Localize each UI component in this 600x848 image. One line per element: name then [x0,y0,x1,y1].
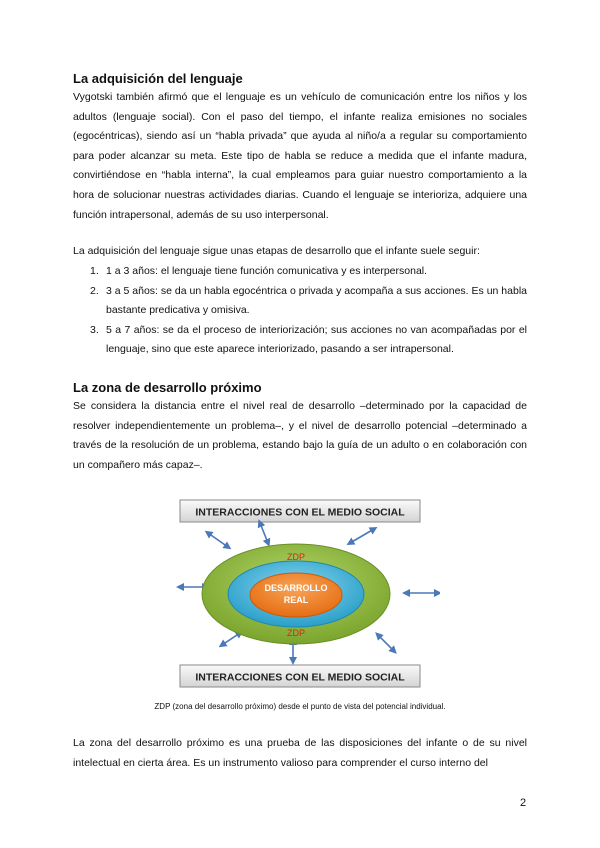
center-label-line2: REAL [283,595,309,605]
arrow-top-left [208,533,228,547]
zdp-top-label: ZDP [287,552,305,562]
arrow-bottom-right [378,635,394,651]
bottom-banner-label: INTERACCIONES CON EL MEDIO SOCIAL [195,671,405,684]
paragraph-vygotski: Vygotski también afirmó que el lenguaje es un vehículo de comunicación entre los niños y los adultos (lenguaje social). Con el paso del tiempo, el infante realiza emisiones no sociales (egocéntricas), siendo así un “habla privada” que ayuda al niño/a a regular su comportamiento para poder alcanzar su meta. Este tipo de habla se reduce a medida que el infante madura, convirtiéndose en “habla interna”, la cual empleamos para guiar nuestro comportamiento a la hora de solucionar nuestras actividades diarias. Cuando el lenguaje se interioriza, adquiere una función intrapersonal, además de su uso interpersonal. [73,91,527,221]
top-banner-label: INTERACCIONES CON EL MEDIO SOCIAL [195,506,405,519]
figure-caption: ZDP (zona del desarrollo próximo) desde el punto de vista del potencial individual. [154,702,446,711]
list-item: 1. 1 a 3 años: el lenguaje tiene función comunicativa y es interpersonal. [90,265,428,277]
stages-list [73,262,527,360]
zdp-diagram [160,495,440,695]
center-label-line1: DESARROLLO [264,583,328,593]
paragraph-stages-intro: La adquisición del lenguaje sigue unas etapas de desarrollo que el infante suele seguir: [73,245,480,257]
page-number: 2 [520,797,527,809]
arrow-bottom-left [222,633,240,645]
section-title-language-acquisition: La adquisición del lenguaje [73,71,243,86]
arrow-top-right [350,529,374,543]
arrow-top-center-left [260,523,268,543]
section-title-zdp: La zona de desarrollo próximo [73,380,262,395]
paragraph-zdp-definition: Se considera la distancia entre el nivel real de desarrollo –determinado por la capacidad de resolver independientemente un problema–, y el nivel de desarrollo potencial –determinado a través de la resolución de un problema, estando bajo la guía de un adulto o en colaboración con un compañero más capaz–. [73,400,527,471]
list-item: 2. 3 a 5 años: se da un habla egocéntrica o privada y acompaña a sus acciones. Es un habla bastante predicativa y omisiva. [90,284,527,317]
paragraph-zdp-test: La zona del desarrollo próximo es una prueba de las disposiciones del infante o de su nivel intelectual en cierta área. Es un instrumento valioso para comprender el curso interno del [73,737,527,769]
zdp-bottom-label: ZDP [287,628,305,638]
list-item: 3. 5 a 7 años: se da el proceso de interiorización; sus acciones no van acompañadas por el lenguaje, sino que este aparece interiorizado, pasando a ser intrapersonal. [90,323,527,356]
